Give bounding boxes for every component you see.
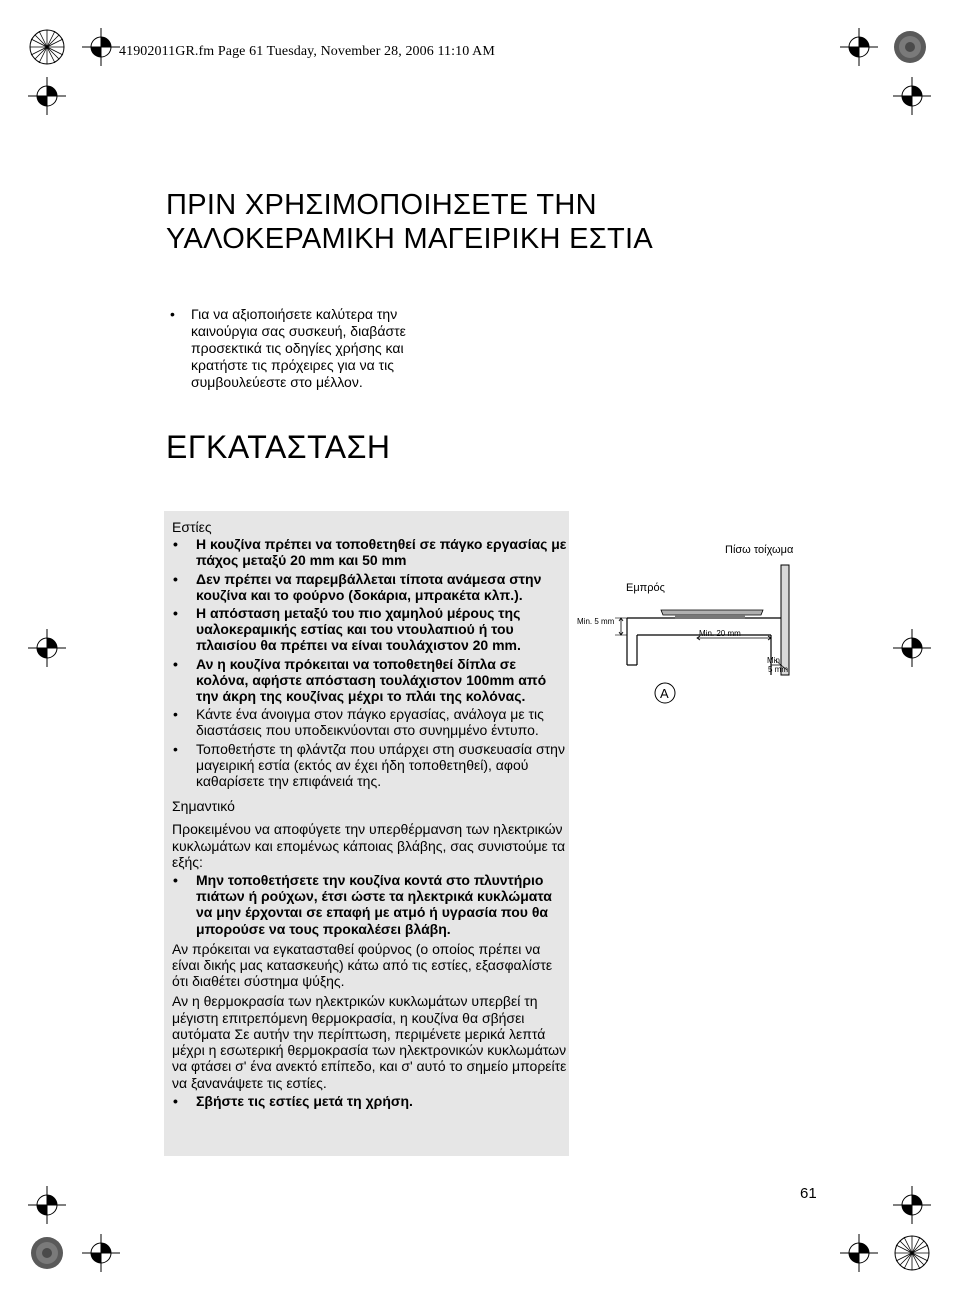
hob-glass (661, 610, 763, 615)
crop-target-left-middle (28, 629, 66, 667)
figure-a-label: A (660, 686, 669, 701)
crop-target-bottom-right (840, 1234, 878, 1272)
installation-bullet-3: • Η απόσταση μεταξύ του πιο χαμηλού μέρους της υαλοκεραμικής εστίας και του ντουλαπιού ή του πλαισίου θα πρέπει να είναι τουλάχιστον 20 mm. (172, 605, 570, 654)
intro-list (170, 306, 460, 391)
page-slug: 41902011GR.fm Page 61 Tuesday, November 28, 2006 11:10 AM (119, 44, 495, 59)
important-bullet: • Μην τοποθετήσετε την κουζίνα κοντά στο πλυντήριο πιάτων ή ρούχων, έτσι ώστε τα ηλεκτρικά κυκλώματα να μην έρχονται σε επαφή με ατμό ή υγρασία που θα μπορούσε να τους προκαλέσει βλάβη. (172, 872, 570, 937)
installation-bullet-2: • Δεν πρέπει να παρεμβάλλεται τίποτα ανάμεσα στην κουζίνα και το φούρνο (δοκάρια, μπρακέτα κλπ.). (172, 571, 570, 603)
final-bullet: • Σβήστε τις εστίες μετά τη χρήση. (172, 1093, 570, 1109)
gray-circle-top-right (893, 30, 927, 64)
installation-diagram (575, 535, 825, 715)
crop-target-top-right (840, 28, 878, 66)
min-label: Min. (767, 656, 783, 665)
page-number: 61 (800, 1185, 817, 1202)
crop-target-left-upper (28, 77, 66, 115)
registration-mark-top-left (28, 28, 66, 66)
installation-bullet-4: • Αν η κουζίνα πρόκειται να τοποθετηθεί δίπλα σε κολόνα, αφήστε απόσταση τουλάχιστον 100mm από την άκρη της κουζίνας μέχρι το πλάι της κολόνας. (172, 656, 570, 705)
oven-paragraph: Αν πρόκειται να εγκατασταθεί φούρνος (ο οποίος πρέπει να είναι δικής μας κατασκευής) κάτω από τις εστίες, εξασφαλίστε ότι διαθέτει σύστημα ψύξης. (172, 940, 553, 990)
crop-target-right-upper (893, 77, 931, 115)
crop-target-left-lower (28, 1186, 66, 1224)
intro-bullet: • Για να αξιοποιήσετε καλύτερα την καινούργια σας συσκευή, διαβάστε προσεκτικά τις οδηγίες χρήσης και κρατήστε τις πρόχειρες για να τις συμβουλεύεστε στο μέλλον. (170, 306, 460, 391)
important-bullets (172, 872, 570, 937)
installation-content (172, 519, 570, 1111)
installation-bullet-6: • Τοποθετήστε τη φλάντζα που υπάρχει στη συσκευασία στην μαγειρική εστία (εκτός αν έχει ήδη τοποθετηθεί), αφού καθαρίσετε την επιφάνειά της. (172, 741, 570, 790)
back-wall (781, 565, 789, 675)
installation-bullets (172, 536, 570, 789)
crop-target-right-middle (893, 629, 931, 667)
section-title: ΕΓΚΑΤΑΣΤΑΣΗ (166, 429, 391, 465)
installation-bullet-5: • Κάντε ένα άνοιγμα στον πάγκο εργασίας, ανάλογα με τις διαστάσεις που υποδεικνύονται στο συνημμένο έντυπο. (172, 706, 570, 738)
back-wall-label: Πίσω τοίχωμα (725, 544, 794, 556)
min-20mm-label: Min. 20 mm (699, 629, 741, 638)
important-heading: Σημαντικό (172, 798, 235, 815)
page-title-line-2: ΥΑΛΟΚΕΡΑΜΙΚΗ ΜΑΓΕΙΡΙΚΗ ΕΣΤΙΑ (166, 223, 654, 255)
crop-target-bottom-left (82, 1234, 120, 1272)
gray-circle-bottom-left (30, 1236, 64, 1270)
installation-bullet-1: • Η κουζίνα πρέπει να τοποθετηθεί σε πάγκο εργασίας με πάχος μεταξύ 20 mm και 50 mm (172, 536, 570, 568)
crop-target-top-left (82, 28, 120, 66)
hob-body (675, 615, 745, 619)
page-title-line-1: ΠΡΙΝ ΧΡΗΣΙΜΟΠΟΙΗΣΕΤΕ ΤΗΝ (166, 189, 597, 221)
page-title (166, 188, 653, 256)
final-bullets (172, 1093, 570, 1109)
front-label: Εμπρός (626, 582, 665, 594)
crop-target-right-lower (893, 1186, 931, 1224)
temperature-paragraph: Αν η θερμοκρασία των ηλεκτρικών κυκλωμάτων υπερβεί τη μέγιστη επιτρεπόμενη θερμοκρασία, η κουζίνα θα σβήσει αυτόματα Σε αυτήν την περίπτωση, περιμένετε μερικά λεπτά μέχρι η εσωτερική θερμοκρασία των ηλεκτρονικών κυκλωμάτων να φτάσει σ' ένα ανεκτό επίπεδο, και σ' αυτό το σημείο μπορείτε να ξανανάψετε τις εστίες. (172, 993, 567, 1091)
important-intro: Προκειμένου να αποφύγετε την υπερθέρμανση των ηλεκτρικών κυκλωμάτων και επομένως κάποιας βλάβης, σας συνιστούμε τα εξής: (172, 821, 566, 870)
hobs-heading: Εστίες (172, 519, 212, 535)
min-5mm-label: Min. 5 mm (577, 617, 615, 626)
five-mm-label: 5 mm (768, 665, 788, 674)
registration-mark-bottom-right (893, 1234, 931, 1272)
